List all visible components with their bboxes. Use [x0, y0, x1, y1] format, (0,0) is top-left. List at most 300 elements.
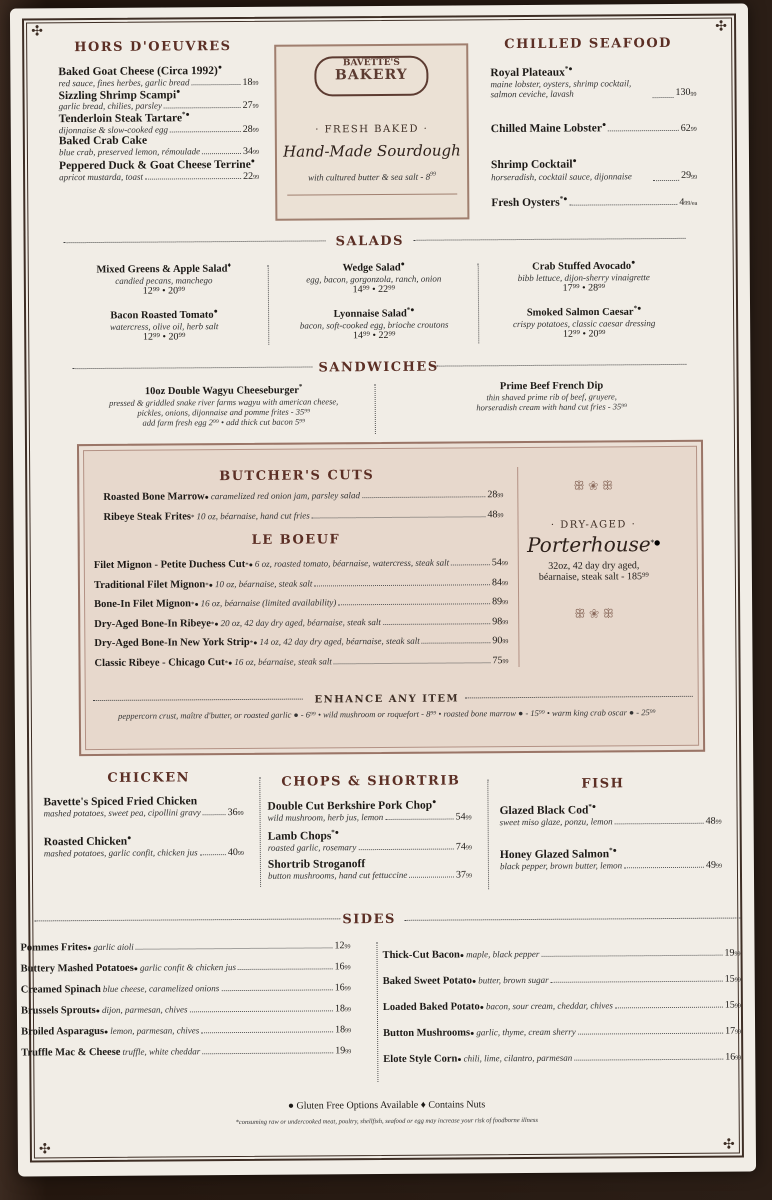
ornament-top-icon: ꕥ ❀ ꕥ: [573, 478, 614, 493]
item-desc: dijon, parmesan, chives: [101, 1004, 188, 1015]
price-leader: [615, 823, 704, 825]
item-mark: ●: [204, 493, 209, 502]
item-desc: 10 oz, béarnaise, hand cut fries: [196, 510, 310, 522]
price-leader: [203, 814, 226, 815]
price-leader: [653, 97, 674, 98]
bakery-title: Hand-Made Sourdough: [283, 141, 461, 161]
item-price-cents: 99: [344, 944, 351, 951]
item-price-cents: 99: [252, 149, 259, 156]
item-name: Double Cut Berkshire Pork Chop●: [267, 797, 437, 813]
item-price-cents: 99: [734, 951, 741, 958]
item-desc: caramelized red onion jam, parsley salad: [210, 490, 361, 502]
item-price: 4: [679, 196, 685, 208]
item-price: 28: [242, 123, 253, 135]
item-desc: horseradish, cocktail sauce, dijonnaise: [491, 171, 632, 183]
item-mark: ●: [217, 63, 223, 72]
item-desc: egg, bacon, gorgonzola, ranch, onion: [306, 273, 442, 285]
item-name: Truffle Mac & Cheese: [21, 1046, 121, 1059]
price-leader: [362, 496, 485, 498]
price-leader: [201, 1031, 333, 1033]
item-price: 84: [491, 576, 502, 588]
price-leader: [624, 867, 704, 869]
item-desc: bacon, soft-cooked egg, brioche croutons: [299, 319, 449, 331]
menu-item: [58, 63, 258, 89]
menu-item: [21, 1024, 351, 1037]
item-price: 37: [455, 869, 467, 881]
item-mark: *●: [588, 802, 597, 811]
price-leader: [574, 1059, 723, 1061]
footer-warning: *consuming raw or undercooked meat, poultry, shellfish, seafood or egg may increase your risk of foodborne illness: [235, 1116, 538, 1127]
item-name: Button Mushrooms: [383, 1027, 471, 1040]
item-mark: ●: [176, 86, 181, 95]
item-name: Classic Ribeye - Chicago Cut: [94, 656, 225, 669]
item-name: Peppered Duck & Goat Cheese Terrine●: [58, 156, 256, 173]
item-detail-row: [491, 194, 697, 209]
item-price: 75: [492, 654, 503, 666]
item-name: Filet Mignon - Petite Duchess Cut: [93, 558, 246, 572]
item-mark: ●: [572, 156, 577, 165]
item-price-cents: 99: [502, 619, 509, 626]
item-name: Chilled Maine Lobster●: [490, 120, 607, 136]
item-mark: *●: [181, 110, 190, 119]
menu-page: [10, 3, 756, 1176]
item-desc: pressed & griddled snake river farms wagyu with american cheese,: [109, 395, 339, 408]
price-leader: [358, 848, 453, 850]
price-leader: [170, 131, 241, 132]
item-detail-row: [491, 120, 697, 135]
price-leader: [422, 642, 491, 643]
price-leader: [334, 662, 491, 664]
price-leader: [653, 180, 679, 181]
menu-item: [59, 133, 259, 157]
item-mark: *●: [210, 619, 219, 628]
price-leader: [578, 1033, 723, 1035]
item-desc: maple, black pepper: [466, 948, 540, 960]
item-detail-row: [500, 815, 722, 828]
menu-item: [21, 1003, 351, 1016]
item-name: Dry-Aged Bone-In Ribeye: [94, 617, 211, 630]
footer-legend: ● Gluten Free Options Available ♦ Contains Nuts: [287, 1099, 486, 1112]
item-price-cents: 99: [735, 1029, 742, 1036]
item-name: Tenderloin Steak Tartare*●: [58, 110, 190, 126]
item-price: 12⁹⁹ • 20⁹⁹: [142, 284, 186, 297]
item-name: Creamed Spinach: [20, 983, 101, 996]
corner-ornament-icon: ✣: [722, 1136, 735, 1153]
item-mark: ●: [133, 964, 139, 973]
item-mark: *●: [331, 828, 340, 837]
porterhouse-mark: *●: [650, 538, 661, 547]
item-price-cents: 99: [345, 1049, 352, 1056]
item-mark: *●: [559, 194, 568, 203]
item-price: 19: [335, 1045, 346, 1057]
item-price: 54: [455, 811, 466, 823]
price-leader: [409, 877, 454, 878]
item-mark: *●: [205, 580, 213, 589]
item-name: Prime Beef French Dip: [499, 380, 604, 393]
menu-item: [59, 157, 259, 183]
item-desc: mashed potatoes, garlic confit, chicken jus: [43, 847, 198, 859]
item-price-cents: 99: [501, 580, 508, 587]
item-name: Traditional Filet Mignon: [93, 578, 206, 591]
menu-item: [59, 110, 259, 136]
item-mark: ●: [631, 258, 636, 267]
item-mark: ●: [95, 1006, 100, 1016]
salad-item: [484, 258, 684, 294]
salad-item: [484, 304, 684, 340]
bakery-brand-bottom: BAKERY: [334, 66, 408, 84]
item-detail-row: [268, 811, 472, 823]
salads-divider: [268, 265, 270, 345]
item-mark: ●: [470, 1029, 475, 1038]
salad-item: [64, 261, 264, 297]
item-price-cents: 99: [253, 174, 260, 181]
item-mark: ●: [400, 259, 405, 268]
item-price: 12: [334, 940, 345, 952]
item-desc: truffle, white cheddar: [122, 1046, 201, 1057]
item-desc: mashed potatoes, sweet pea, cipollini gravy: [43, 807, 201, 819]
item-mark: ●: [250, 156, 256, 165]
price-leader: [189, 1010, 332, 1012]
item-mark: ●: [601, 120, 607, 129]
item-desc: 16 oz, béarnaise, steak salt: [234, 655, 332, 667]
item-desc: red sauce, fines herbes, garlic bread: [58, 77, 190, 89]
item-mark: ●: [127, 833, 132, 842]
item-price-cents: 99: [497, 493, 504, 500]
item-price-cents: 99: [502, 658, 509, 665]
item-price: 90: [492, 635, 503, 647]
item-price: 89: [492, 596, 503, 608]
item-detail-row: [59, 171, 259, 183]
chops-title: CHOPS & SHORTRIB: [281, 773, 461, 790]
item-detail-row: [44, 807, 244, 819]
item-mark: ●: [87, 944, 92, 953]
sides-divider: [376, 942, 378, 1082]
item-price: 14⁹⁹ • 22⁹⁹: [352, 329, 396, 341]
bakery-box: [274, 43, 469, 220]
item-desc: roasted garlic, rosemary: [267, 842, 357, 853]
item-name: Lamb Chops*●: [267, 828, 340, 843]
menu-item: [491, 120, 697, 135]
hors-doeuvres-title: HORS D'OEUVRES: [74, 39, 232, 56]
item-price: 28: [487, 489, 498, 501]
item-price-cents: 99: [252, 127, 259, 134]
sandwiches-rule-left: [72, 366, 312, 369]
bakery-label: · FRESH BAKED ·: [315, 123, 429, 136]
item-price-cents: 99: [465, 873, 473, 880]
item-price-cents: 99/ea: [684, 200, 698, 207]
item-name: Baked Crab Cake: [58, 134, 148, 147]
item-desc: 10 oz, béarnaise, steak salt: [214, 577, 313, 589]
price-leader: [608, 130, 679, 131]
item-name: Pommes Frites: [20, 942, 88, 954]
menu-item: [21, 961, 351, 974]
price-leader: [200, 854, 226, 855]
item-price: 48: [705, 815, 716, 827]
menu-item: [500, 846, 722, 872]
item-price: 19: [724, 947, 735, 959]
item-name: Ribeye Steak Frites: [103, 511, 192, 523]
sandwiches-divider: [375, 384, 376, 434]
item-desc: apricot mustarda, toast: [59, 171, 144, 183]
sides-rule-left: [34, 918, 340, 921]
menu-item: [268, 827, 472, 853]
item-price-cents: 99: [344, 965, 351, 972]
item-price-cents: 99: [715, 819, 722, 826]
menu-item: [499, 802, 721, 828]
item-price-cents: 99: [252, 80, 259, 87]
item-desc: candied pecans, manchego: [115, 274, 213, 286]
porterhouse-label: · DRY-AGED ·: [550, 519, 637, 531]
price-leader: [541, 955, 722, 957]
entree-divider: [487, 779, 489, 889]
price-leader: [164, 107, 241, 109]
item-detail-row: [268, 869, 472, 881]
item-price: 18: [334, 1003, 345, 1015]
sides-rule-right: [404, 918, 740, 921]
item-price: 16: [725, 1051, 736, 1063]
item-name: Roasted Chicken●: [43, 833, 132, 849]
item-price: 130: [675, 86, 691, 98]
item-detail-row: [490, 78, 696, 99]
chicken-title: CHICKEN: [107, 770, 191, 786]
enhance-section: [85, 692, 689, 721]
item-price-cents: 99: [691, 174, 698, 181]
sandwiches-title: SANDWICHES: [318, 359, 439, 376]
item-name: Loaded Baked Potato: [382, 1001, 480, 1014]
item-price-cents: 99: [502, 600, 509, 607]
item-name: Sizzling Shrimp Scampi●: [58, 86, 181, 102]
item-desc: add farm fresh egg 2⁹⁹ • add thick cut bacon 5⁹⁹: [142, 416, 306, 428]
corner-ornament-icon: ✣: [715, 18, 727, 35]
menu-item: [58, 86, 258, 112]
item-name: Bavette's Spiced Fried Chicken: [43, 795, 198, 809]
salads-rule-right: [414, 238, 686, 241]
price-leader: [570, 204, 678, 206]
item-desc: 6 oz, roasted tomato, béarnaise, watercress, steak salt: [254, 557, 450, 569]
salads-rule-left: [64, 240, 326, 243]
item-price: 29: [681, 169, 692, 181]
price-leader: [615, 1007, 723, 1009]
item-desc: 16 oz, béarnaise (limited availability): [200, 597, 337, 609]
item-desc: wild mushroom, herb jus, lemon: [267, 811, 384, 823]
item-name: Shortrib Stroganoff: [267, 858, 366, 871]
item-price-cents: 99: [497, 513, 504, 520]
corner-ornament-icon: ✣: [38, 1141, 51, 1158]
item-price: 12⁹⁹ • 20⁹⁹: [142, 330, 186, 343]
item-price: 16: [334, 961, 345, 973]
item-name: Wedge Salad●: [342, 259, 405, 274]
item-desc: crispy potatoes, classic caesar dressing: [512, 317, 656, 329]
salad-item: [274, 305, 474, 341]
sandwiches-rule-right: [436, 364, 686, 367]
sandwich-item: [89, 382, 359, 427]
item-name: Baked Sweet Potato: [382, 975, 473, 988]
bakery-divider: [287, 193, 457, 195]
item-desc: pickles, onions, dijonnaise and pomme frites - 35⁹⁹: [137, 406, 311, 418]
menu-item: [383, 1000, 741, 1013]
bakery-brand-top: BAVETTE'S: [342, 57, 400, 69]
item-price-cents: 99: [344, 986, 351, 993]
menu-item: [21, 982, 351, 995]
item-price: 15: [724, 999, 735, 1011]
item-desc: lemon, parmesan, chives: [110, 1025, 200, 1036]
price-leader: [145, 178, 241, 180]
item-mark: ●: [479, 1003, 485, 1012]
menu-item: [383, 974, 741, 987]
item-desc: dijonnaise & slow-cooked egg: [58, 124, 169, 136]
item-desc: blue crab, preserved lemon, rémoulade: [58, 145, 201, 157]
fish-title: FISH: [581, 776, 625, 792]
item-mark: ♦: [227, 261, 232, 270]
item-name: Buttery Mashed Potatoes: [20, 962, 134, 975]
price-leader: [383, 623, 490, 625]
item-desc: horseradish cream with hand cut fries - 35⁹⁹: [476, 401, 628, 413]
menu-item: [44, 833, 244, 859]
salads-divider: [478, 263, 480, 343]
item-mark: *●: [406, 305, 415, 314]
item-mark: ●: [213, 307, 218, 316]
enhance-text: peppercorn crust, maître d'butter, or roasted garlic ● - 6⁹⁹ • wild mushroom or roquefort - 8⁹⁹ • roasted bone marrow ● - 15⁹⁹ • warm king crab oscar ● - 25⁹⁹: [118, 707, 656, 721]
menu-item: [20, 940, 350, 953]
item-price: 12⁹⁹ • 20⁹⁹: [562, 327, 606, 340]
chilled-seafood-title: CHILLED SEAFOOD: [504, 35, 672, 53]
item-name: Glazed Black Cod*●: [499, 802, 597, 818]
menu-item: [491, 156, 697, 182]
item-mark: ●: [471, 977, 477, 986]
item-name: Royal Plateaux*●: [490, 64, 573, 80]
porterhouse-panel: [511, 478, 676, 622]
item-desc: sweet miso glaze, ponzu, lemon: [499, 816, 613, 828]
item-mark: *●: [249, 638, 258, 647]
item-name: Dry-Aged Bone-In New York Strip: [94, 636, 250, 650]
item-mark: ●: [459, 951, 465, 960]
item-price: 22: [243, 170, 254, 182]
bakery-desc: [277, 171, 467, 182]
item-desc: watercress, olive oil, herb salt: [109, 320, 219, 332]
item-detail-row: [491, 170, 697, 182]
item-price: 17⁹⁹ • 28⁹⁹: [562, 281, 606, 294]
item-desc: bacon, sour cream, cheddar, chives: [485, 1000, 613, 1012]
item-price: 27: [242, 100, 253, 112]
item-desc: chili, lime, cilantro, parmesan: [463, 1052, 573, 1064]
menu-item: [490, 64, 696, 99]
item-detail-row: [268, 841, 472, 853]
item-mark: ●: [104, 1027, 109, 1036]
le-boeuf-title: LE BOEUF: [251, 532, 341, 548]
item-name: Lyonnaise Salad*●: [333, 305, 415, 320]
item-price-cents: 99: [715, 863, 722, 870]
item-price: 48: [487, 509, 498, 521]
item-mark: *●: [564, 64, 573, 73]
item-price: 18: [242, 76, 253, 88]
item-desc: button mushrooms, hand cut fettuccine: [267, 869, 408, 881]
menu-item: [21, 1045, 351, 1058]
item-price-cents: 99: [345, 1028, 352, 1035]
item-name: Baked Goat Cheese (Circa 1992)●: [58, 63, 223, 79]
salad-item: [64, 307, 264, 343]
bakery-price-sup: 99: [430, 171, 437, 178]
price-leader: [551, 981, 723, 983]
item-name: 10oz Double Wagyu Cheeseburger*: [144, 382, 303, 398]
entree-divider: [259, 777, 261, 887]
price-leader: [202, 1052, 333, 1054]
price-leader: [312, 516, 486, 518]
price-leader: [136, 947, 333, 949]
sandwich-item: [417, 380, 687, 413]
item-price-cents: 99: [501, 561, 508, 568]
price-leader: [385, 818, 453, 819]
item-name: Shrimp Cocktail●: [490, 156, 577, 172]
price-leader: [314, 584, 490, 586]
item-desc: thin shaved prime rib of beef, gruyere,: [486, 391, 617, 403]
price-leader: [451, 564, 490, 565]
item-price: 36: [227, 807, 238, 819]
price-leader: [338, 603, 490, 605]
porterhouse-line1: 32oz, 42 day dry aged,: [548, 560, 640, 572]
item-mark: ●: [457, 1055, 462, 1064]
item-desc: garlic bread, chilies, parsley: [58, 100, 163, 112]
item-mark: *: [298, 382, 303, 391]
item-price-cents: 99: [344, 1007, 351, 1014]
item-price-cents: 99: [735, 1055, 742, 1062]
item-name: Bone-In Filet Mignon: [94, 598, 191, 611]
item-name: Elote Style Corn: [383, 1053, 458, 1066]
item-price: 18: [335, 1024, 346, 1036]
item-price-cents: 99: [502, 639, 509, 646]
enhance-title: ENHANCE ANY ITEM: [314, 693, 460, 706]
item-price: 98: [492, 615, 503, 627]
item-mark: *●: [245, 560, 253, 569]
item-price: 16: [334, 982, 345, 994]
item-price-cents: 99: [734, 977, 741, 984]
butchers-cuts-title: BUTCHER'S CUTS: [219, 468, 375, 485]
item-name: Bacon Roasted Tomato●: [110, 307, 218, 322]
item-desc: garlic, thyme, cream sherry: [476, 1026, 576, 1038]
item-desc: black pepper, brown butter, lemon: [499, 860, 623, 872]
item-price: 17: [725, 1025, 736, 1037]
item-price: 54: [491, 557, 502, 569]
item-name: Roasted Bone Marrow: [103, 491, 205, 503]
salads-title: SALADS: [335, 233, 404, 250]
menu-item: [268, 857, 472, 881]
bakery-desc-text: with cultured butter & sea salt - 8: [308, 171, 431, 183]
porterhouse-line2: béarnaise, steak salt - 185⁹⁹: [538, 571, 649, 583]
menu-item: [383, 1052, 741, 1065]
item-price: 15: [724, 973, 735, 985]
corner-ornament-icon: ✣: [31, 23, 44, 40]
item-desc: garlic aioli: [93, 941, 134, 953]
item-name: Smoked Salmon Caesar*●: [526, 304, 642, 319]
item-detail-row: [59, 145, 259, 157]
price-leader: [192, 84, 241, 85]
item-desc: garlic confit & chicken jus: [139, 962, 237, 973]
item-price: 14⁹⁹ • 22⁹⁹: [352, 283, 396, 295]
item-detail-row: [44, 847, 244, 859]
item-mark: ●: [432, 797, 437, 806]
price-leader: [202, 152, 241, 153]
item-price-cents: 99: [690, 126, 697, 133]
item-price-cents: 99: [252, 104, 259, 111]
item-price: 34: [242, 145, 253, 157]
bakery-logo: [314, 56, 428, 97]
item-mark: *: [190, 513, 195, 522]
salad-item: [274, 259, 474, 295]
item-desc: bibb lettuce, dijon-sherry vinaigrette: [517, 271, 650, 283]
item-name: Crab Stuffed Avocado●: [532, 258, 636, 273]
item-price-cents: 99: [734, 1003, 741, 1010]
porterhouse-heading: [512, 532, 676, 557]
item-name: Thick-Cut Bacon: [382, 949, 460, 962]
